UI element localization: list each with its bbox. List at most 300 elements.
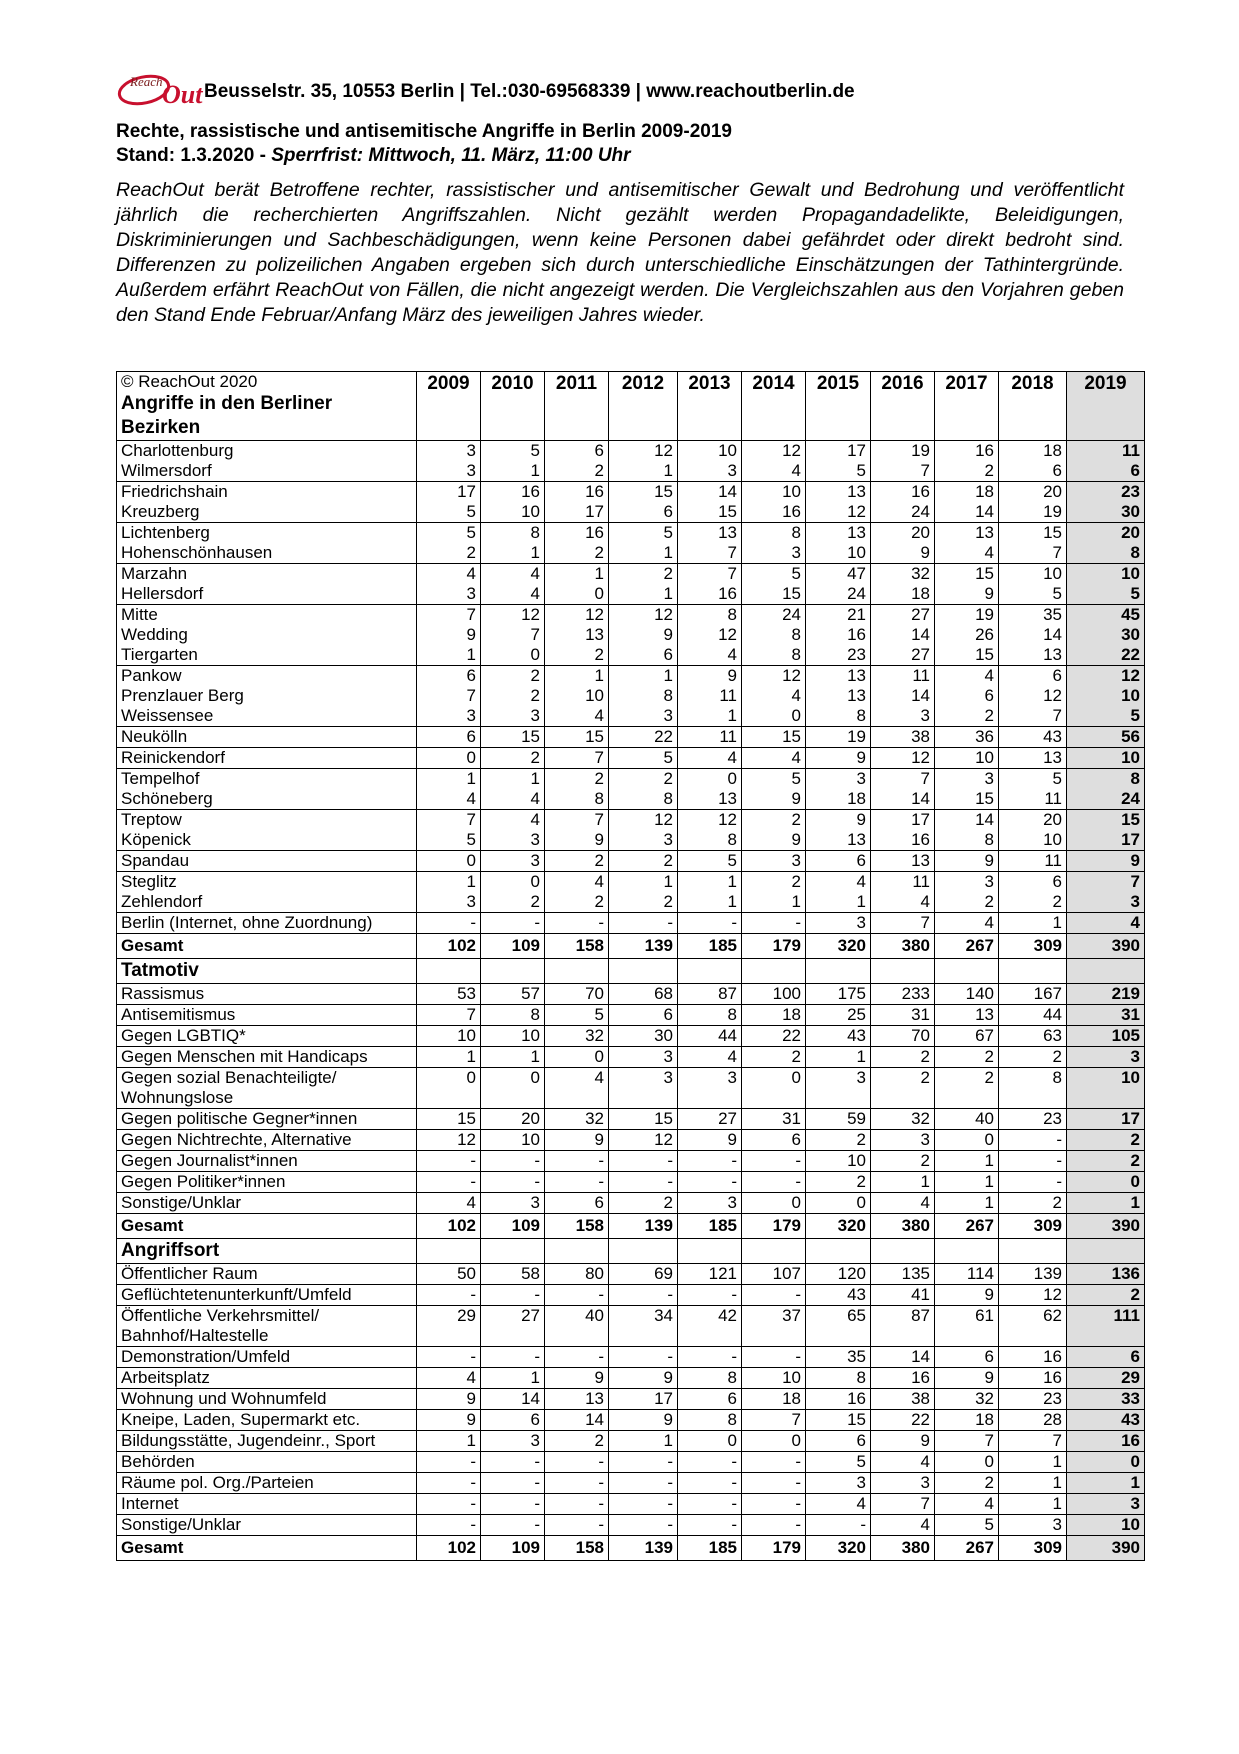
table-row	[117, 748, 1145, 769]
value-cell: 35	[999, 605, 1067, 626]
value-cell: -	[678, 1347, 742, 1368]
table-row	[117, 584, 1145, 605]
value-cell: -	[417, 1172, 481, 1193]
row-label: Marzahn	[117, 564, 417, 585]
value-cell: 17	[871, 810, 935, 831]
value-cell: 0	[935, 1130, 999, 1151]
value-cell: 12	[742, 666, 806, 687]
value-cell: 139	[999, 1264, 1067, 1285]
value-cell: 6	[999, 461, 1067, 482]
empty-cell	[806, 959, 871, 984]
value-cell: 19	[935, 605, 999, 626]
value-cell: 4	[678, 1047, 742, 1068]
value-cell: 24	[1067, 789, 1145, 810]
value-cell: 135	[871, 1264, 935, 1285]
value-cell: 23	[1067, 482, 1145, 503]
value-cell: 40	[545, 1306, 609, 1347]
value-cell: 37	[742, 1306, 806, 1347]
value-cell: 6	[481, 1410, 545, 1431]
value-cell: 8	[678, 830, 742, 851]
value-cell: 47	[806, 564, 871, 585]
total-value: 320	[806, 934, 871, 959]
value-cell: 12	[999, 686, 1067, 706]
value-cell: -	[742, 1452, 806, 1473]
row-label: Tiergarten	[117, 645, 417, 666]
total-value: 102	[417, 1214, 481, 1239]
value-cell: 12	[545, 605, 609, 626]
value-cell: 43	[806, 1285, 871, 1306]
value-cell: 11	[871, 666, 935, 687]
value-cell: 9	[417, 1410, 481, 1431]
value-cell: 2	[806, 1172, 871, 1193]
value-cell: 42	[678, 1306, 742, 1347]
row-label: Demonstration/Umfeld	[117, 1347, 417, 1368]
table-row	[117, 789, 1145, 810]
row-label: Wohnung und Wohnumfeld	[117, 1389, 417, 1410]
value-cell: 114	[935, 1264, 999, 1285]
value-cell: -	[481, 1172, 545, 1193]
row-label: Prenzlauer Berg	[117, 686, 417, 706]
value-cell: 11	[999, 789, 1067, 810]
row-label: Weissensee	[117, 706, 417, 727]
total-value: 109	[481, 1214, 545, 1239]
value-cell: 11	[678, 727, 742, 748]
value-cell: -	[609, 1515, 678, 1536]
value-cell: -	[609, 913, 678, 934]
value-cell: 8	[545, 789, 609, 810]
value-cell: 6	[806, 851, 871, 872]
value-cell: 12	[1067, 666, 1145, 687]
value-cell: 1	[678, 892, 742, 913]
value-cell: 11	[1067, 441, 1145, 462]
empty-cell	[481, 1239, 545, 1264]
table-row	[117, 1047, 1145, 1068]
value-cell: 19	[999, 502, 1067, 523]
value-cell: 33	[1067, 1389, 1145, 1410]
year-header: 2009	[417, 372, 481, 441]
row-label: Geflüchtetenunterkunft/Umfeld	[117, 1285, 417, 1306]
year-header: 2017	[935, 372, 999, 441]
value-cell: 14	[871, 625, 935, 645]
value-cell: 1	[609, 872, 678, 893]
value-cell: 3	[609, 706, 678, 727]
value-cell: 38	[871, 1389, 935, 1410]
status-date: Stand: 1.3.2020 -	[116, 145, 272, 166]
table-row	[117, 543, 1145, 564]
value-cell: 2	[545, 851, 609, 872]
value-cell: 121	[678, 1264, 742, 1285]
value-cell: 4	[935, 913, 999, 934]
reachout-logo	[116, 72, 203, 112]
value-cell: 7	[871, 461, 935, 482]
value-cell: 7	[545, 748, 609, 769]
value-cell: 5	[678, 851, 742, 872]
value-cell: -	[999, 1130, 1067, 1151]
value-cell: 1	[481, 461, 545, 482]
contact-line: Beusselstr. 35, 10553 Berlin | Tel.:030-69568339 | www.reachoutberlin.de	[204, 81, 855, 102]
year-header: 2019	[1067, 372, 1145, 441]
value-cell: 16	[678, 584, 742, 605]
value-cell: 24	[871, 502, 935, 523]
value-cell: 15	[1067, 810, 1145, 831]
value-cell: 27	[481, 1306, 545, 1347]
value-cell: 17	[1067, 1109, 1145, 1130]
value-cell: 0	[742, 706, 806, 727]
value-cell: 1	[999, 913, 1067, 934]
row-label: Gegen politische Gegner*innen	[117, 1109, 417, 1130]
value-cell: 69	[609, 1264, 678, 1285]
table-row	[117, 727, 1145, 748]
table-row	[117, 564, 1145, 585]
table-row	[117, 1410, 1145, 1431]
row-label: Hellersdorf	[117, 584, 417, 605]
value-cell: 4	[545, 872, 609, 893]
value-cell: 87	[678, 984, 742, 1005]
table-row	[117, 441, 1145, 462]
value-cell: 16	[999, 1347, 1067, 1368]
value-cell: 2	[1067, 1130, 1145, 1151]
value-cell: 0	[481, 872, 545, 893]
table-row	[117, 523, 1145, 544]
value-cell: -	[481, 1515, 545, 1536]
value-cell: -	[742, 1494, 806, 1515]
value-cell: -	[481, 1452, 545, 1473]
empty-cell	[742, 1239, 806, 1264]
value-cell: -	[417, 1151, 481, 1172]
table-row	[117, 1452, 1145, 1473]
value-cell: 4	[742, 748, 806, 769]
value-cell: 2	[481, 666, 545, 687]
value-cell: -	[545, 1494, 609, 1515]
total-value: 185	[678, 1536, 742, 1561]
year-header: 2011	[545, 372, 609, 441]
value-cell: 1	[417, 1047, 481, 1068]
empty-cell	[545, 1239, 609, 1264]
total-value: 158	[545, 1536, 609, 1561]
value-cell: -	[417, 1452, 481, 1473]
value-cell: 80	[545, 1264, 609, 1285]
total-value: 309	[999, 934, 1067, 959]
row-label: Spandau	[117, 851, 417, 872]
row-label: Hohenschönhausen	[117, 543, 417, 564]
value-cell: 233	[871, 984, 935, 1005]
total-row	[117, 934, 1145, 959]
value-cell: 1	[1067, 1473, 1145, 1494]
value-cell: -	[999, 1172, 1067, 1193]
value-cell: 10	[742, 482, 806, 503]
value-cell: 18	[742, 1389, 806, 1410]
value-cell: 10	[545, 686, 609, 706]
row-label: Kneipe, Laden, Supermarkt etc.	[117, 1410, 417, 1431]
value-cell: 15	[806, 1410, 871, 1431]
table-row	[117, 769, 1145, 790]
year-header-row	[117, 372, 1145, 441]
empty-cell	[935, 1239, 999, 1264]
value-cell: 2	[999, 1047, 1067, 1068]
value-cell: 3	[1067, 892, 1145, 913]
value-cell: 3	[417, 584, 481, 605]
value-cell: 3	[935, 872, 999, 893]
value-cell: 9	[678, 1130, 742, 1151]
row-label: Tempelhof	[117, 769, 417, 790]
total-value: 179	[742, 1536, 806, 1561]
value-cell: 1	[871, 1172, 935, 1193]
row-label: Gegen Journalist*innen	[117, 1151, 417, 1172]
value-cell: 2	[545, 461, 609, 482]
value-cell: 9	[742, 830, 806, 851]
value-cell: 5	[742, 564, 806, 585]
value-cell: 1	[935, 1193, 999, 1214]
value-cell: 12	[481, 605, 545, 626]
value-cell: 9	[935, 584, 999, 605]
value-cell: 7	[999, 543, 1067, 564]
value-cell: -	[417, 1285, 481, 1306]
value-cell: -	[678, 1285, 742, 1306]
value-cell: 15	[742, 584, 806, 605]
value-cell: 18	[742, 1005, 806, 1026]
value-cell: 14	[871, 1347, 935, 1368]
value-cell: -	[545, 1347, 609, 1368]
value-cell: 0	[545, 584, 609, 605]
value-cell: 20	[999, 810, 1067, 831]
statistics-table	[116, 371, 1145, 1561]
value-cell: 10	[417, 1026, 481, 1047]
value-cell: 10	[1067, 686, 1145, 706]
value-cell: 32	[935, 1389, 999, 1410]
value-cell: 2	[999, 892, 1067, 913]
value-cell: 14	[481, 1389, 545, 1410]
value-cell: -	[481, 1473, 545, 1494]
value-cell: 8	[678, 1368, 742, 1389]
value-cell: 41	[871, 1285, 935, 1306]
value-cell: 32	[545, 1026, 609, 1047]
value-cell: 4	[871, 1515, 935, 1536]
value-cell: 5	[417, 502, 481, 523]
total-value: 309	[999, 1536, 1067, 1561]
value-cell: 6	[935, 686, 999, 706]
value-cell: 11	[999, 851, 1067, 872]
value-cell: 9	[545, 1368, 609, 1389]
value-cell: 4	[481, 564, 545, 585]
value-cell: 3	[609, 1047, 678, 1068]
year-header: 2016	[871, 372, 935, 441]
value-cell: 17	[806, 441, 871, 462]
row-label: Treptow	[117, 810, 417, 831]
value-cell: 21	[806, 605, 871, 626]
value-cell: 3	[678, 461, 742, 482]
value-cell: 2	[742, 1047, 806, 1068]
value-cell: 17	[545, 502, 609, 523]
value-cell: 3	[871, 1130, 935, 1151]
value-cell: -	[417, 1347, 481, 1368]
table-row	[117, 810, 1145, 831]
table-row	[117, 1306, 1145, 1347]
table-row	[117, 1368, 1145, 1389]
row-label: Öffentliche Verkehrsmittel/ Bahnhof/Haltestelle	[117, 1306, 417, 1347]
row-label: Gegen LGBTIQ*	[117, 1026, 417, 1047]
total-value: 158	[545, 934, 609, 959]
value-cell: 18	[871, 584, 935, 605]
value-cell: 120	[806, 1264, 871, 1285]
value-cell: 3	[871, 706, 935, 727]
value-cell: 63	[999, 1026, 1067, 1047]
value-cell: 9	[678, 666, 742, 687]
value-cell: 23	[999, 1389, 1067, 1410]
value-cell: 10	[999, 830, 1067, 851]
value-cell: -	[609, 1494, 678, 1515]
value-cell: 7	[678, 543, 742, 564]
value-cell: 4	[545, 706, 609, 727]
section-header-row	[117, 959, 1145, 984]
value-cell: -	[609, 1172, 678, 1193]
total-value: 267	[935, 1214, 999, 1239]
value-cell: -	[481, 1347, 545, 1368]
logo-reach-text: Reach	[130, 74, 163, 89]
value-cell: 16	[742, 502, 806, 523]
year-header: 2012	[609, 372, 678, 441]
value-cell: -	[742, 1285, 806, 1306]
value-cell: 2	[1067, 1151, 1145, 1172]
section-title: Angriffsort	[117, 1239, 417, 1264]
value-cell: 27	[871, 645, 935, 666]
value-cell: -	[678, 1473, 742, 1494]
value-cell: 4	[806, 872, 871, 893]
value-cell: 6	[545, 1193, 609, 1214]
table-row	[117, 892, 1145, 913]
value-cell: 2	[481, 892, 545, 913]
table-row	[117, 1109, 1145, 1130]
total-value: 380	[871, 934, 935, 959]
total-value: 179	[742, 1214, 806, 1239]
value-cell: 2	[481, 748, 545, 769]
value-cell: 5	[545, 1005, 609, 1026]
value-cell: 5	[609, 748, 678, 769]
value-cell: 3	[678, 1068, 742, 1109]
row-label: Wedding	[117, 625, 417, 645]
value-cell: 4	[935, 1494, 999, 1515]
value-cell: 15	[935, 564, 999, 585]
value-cell: 10	[481, 1130, 545, 1151]
value-cell: 7	[871, 1494, 935, 1515]
value-cell: 14	[935, 810, 999, 831]
value-cell: 4	[742, 686, 806, 706]
value-cell: 3	[1067, 1494, 1145, 1515]
value-cell: 0	[417, 1068, 481, 1109]
value-cell: 15	[999, 523, 1067, 544]
value-cell: 17	[609, 1389, 678, 1410]
value-cell: 16	[935, 441, 999, 462]
row-label: Sonstige/Unklar	[117, 1193, 417, 1214]
empty-cell	[609, 959, 678, 984]
value-cell: 4	[678, 645, 742, 666]
empty-cell	[742, 959, 806, 984]
value-cell: 1	[806, 1047, 871, 1068]
section-title: Tatmotiv	[117, 959, 417, 984]
value-cell: 9	[935, 1285, 999, 1306]
value-cell: 27	[871, 605, 935, 626]
value-cell: 6	[609, 1005, 678, 1026]
value-cell: 31	[871, 1005, 935, 1026]
value-cell: 3	[806, 1068, 871, 1109]
value-cell: 7	[417, 1005, 481, 1026]
empty-cell	[871, 1239, 935, 1264]
value-cell: 16	[806, 1389, 871, 1410]
value-cell: 7	[417, 686, 481, 706]
value-cell: 2	[481, 686, 545, 706]
total-value: 109	[481, 1536, 545, 1561]
value-cell: 3	[609, 1068, 678, 1109]
value-cell: -	[481, 1285, 545, 1306]
total-value: 380	[871, 1536, 935, 1561]
value-cell: 35	[806, 1347, 871, 1368]
table-row	[117, 1473, 1145, 1494]
total-label: Gesamt	[117, 1214, 417, 1239]
value-cell: 5	[999, 584, 1067, 605]
row-label: Neukölln	[117, 727, 417, 748]
value-cell: 3	[806, 913, 871, 934]
value-cell: 10	[999, 564, 1067, 585]
value-cell: 13	[806, 482, 871, 503]
value-cell: 16	[871, 482, 935, 503]
value-cell: 140	[935, 984, 999, 1005]
value-cell: 11	[871, 872, 935, 893]
value-cell: 12	[609, 605, 678, 626]
value-cell: 17	[417, 482, 481, 503]
value-cell: 7	[871, 769, 935, 790]
value-cell: 8	[678, 1005, 742, 1026]
value-cell: 16	[545, 523, 609, 544]
value-cell: 32	[545, 1109, 609, 1130]
value-cell: 4	[417, 1368, 481, 1389]
value-cell: 2	[935, 1473, 999, 1494]
value-cell: 100	[742, 984, 806, 1005]
logo-out-text: Out	[162, 80, 203, 109]
table-row	[117, 1151, 1145, 1172]
value-cell: 136	[1067, 1264, 1145, 1285]
year-header: 2013	[678, 372, 742, 441]
value-cell: 3	[417, 441, 481, 462]
value-cell: 14	[545, 1410, 609, 1431]
value-cell: 8	[609, 789, 678, 810]
value-cell: 0	[417, 851, 481, 872]
value-cell: 3	[806, 769, 871, 790]
value-cell: 13	[935, 523, 999, 544]
value-cell: 3	[481, 851, 545, 872]
value-cell: 31	[1067, 1005, 1145, 1026]
value-cell: 3	[609, 830, 678, 851]
value-cell: 7	[999, 706, 1067, 727]
value-cell: 5	[1067, 584, 1145, 605]
title-line: Rechte, rassistische und antisemitische Angriffe in Berlin 2009-2019	[116, 121, 732, 142]
value-cell: 31	[742, 1109, 806, 1130]
value-cell: 8	[609, 686, 678, 706]
value-cell: 1	[481, 1047, 545, 1068]
value-cell: 14	[999, 625, 1067, 645]
total-label: Gesamt	[117, 934, 417, 959]
value-cell: 16	[871, 830, 935, 851]
value-cell: 2	[1067, 1285, 1145, 1306]
table-row	[117, 1264, 1145, 1285]
empty-cell	[678, 959, 742, 984]
value-cell: 9	[545, 1130, 609, 1151]
value-cell: 0	[742, 1193, 806, 1214]
value-cell: 1	[481, 769, 545, 790]
value-cell: 10	[1067, 748, 1145, 769]
value-cell: 45	[1067, 605, 1145, 626]
value-cell: 11	[678, 686, 742, 706]
value-cell: 61	[935, 1306, 999, 1347]
value-cell: 20	[1067, 523, 1145, 544]
